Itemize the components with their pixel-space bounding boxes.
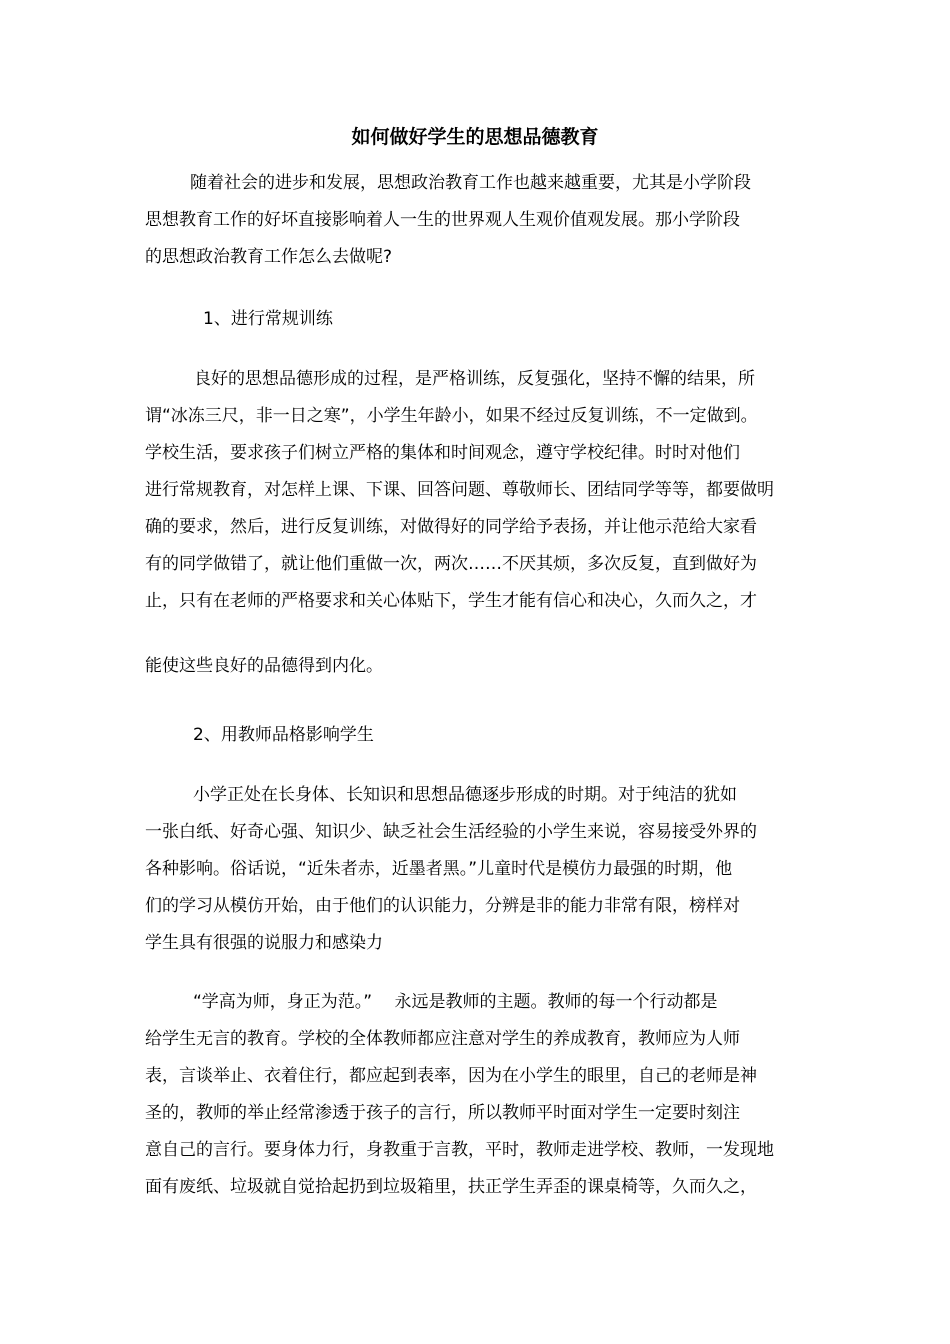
section1-line: 有的同学做错了，就让他们重做一次，两次……不厌其烦，多次反复，直到做好为 [145, 554, 757, 574]
section2-line: “学高为师，身正为范。” 永远是教师的主题。教师的每一个行动都是 [193, 992, 718, 1012]
intro-line: 随着社会的进步和发展，思想政治教育工作也越来越重要，尤其是小学阶段 [190, 173, 751, 193]
section2-line: 意自己的言行。要身体力行，身教重于言教，平时，教师走进学校、教师，一发现地 [145, 1140, 774, 1160]
section2-line: 给学生无言的教育。学校的全体教师都应注意对学生的养成教育，教师应为人师 [145, 1029, 740, 1049]
section1-line: 确的要求，然后，进行反复训练，对做得好的同学给予表扬，并让他示范给大家看 [145, 517, 757, 537]
section1-heading: 1、进行常规训练 [203, 309, 333, 329]
intro-line: 思想教育工作的好坏直接影响着人一生的世界观人生观价值观发展。那小学阶段 [145, 210, 740, 230]
section1-line: 良好的思想品德形成的过程，是严格训练，反复强化，坚持不懈的结果，所 [194, 369, 755, 389]
section2-line: 表，言谈举止、衣着住行，都应起到表率，因为在小学生的眼里，自己的老师是神 [145, 1066, 757, 1086]
document-title: 如何做好学生的思想品德教育 [351, 126, 599, 148]
section1-line: 能使这些良好的品德得到内化。 [145, 656, 383, 676]
section2-heading: 2、用教师品格影响学生 [193, 725, 374, 745]
intro-line: 的思想政治教育工作怎么去做呢? [145, 247, 393, 267]
section2-line: 一张白纸、好奇心强、知识少、缺乏社会生活经验的小学生来说，容易接受外界的 [145, 822, 757, 842]
section2-line: 面有废纸、垃圾就自觉拾起扔到垃圾箱里，扶正学生弄歪的课桌椅等，久而久之， [145, 1177, 757, 1197]
section2-line: 圣的，教师的举止经常渗透于孩子的言行，所以教师平时面对学生一定要时刻注 [145, 1103, 740, 1123]
section1-line: 进行常规教育，对怎样上课、下课、回答问题、尊敬师长、团结同学等等，都要做明 [145, 480, 774, 500]
section2-line: 小学正处在长身体、长知识和思想品德逐步形成的时期。对于纯洁的犹如 [193, 785, 737, 805]
section1-line: 谓“冰冻三尺，非一日之寒”，小学生年龄小，如果不经过反复训练，不一定做到。 [145, 406, 758, 426]
section2-line: 各种影响。俗话说，“近朱者赤，近墨者黑。”儿童时代是模仿力最强的时期，他 [145, 859, 733, 879]
section1-line: 学校生活，要求孩子们树立严格的集体和时间观念，遵守学校纪律。时时对他们 [145, 443, 740, 463]
section1-line: 止，只有在老师的严格要求和关心体贴下，学生才能有信心和决心，久而久之，才 [145, 591, 757, 611]
section2-line: 们的学习从模仿开始，由于他们的认识能力，分辨是非的能力非常有限，榜样对 [145, 896, 740, 916]
section2-line: 学生具有很强的说服力和感染力 [145, 933, 383, 953]
